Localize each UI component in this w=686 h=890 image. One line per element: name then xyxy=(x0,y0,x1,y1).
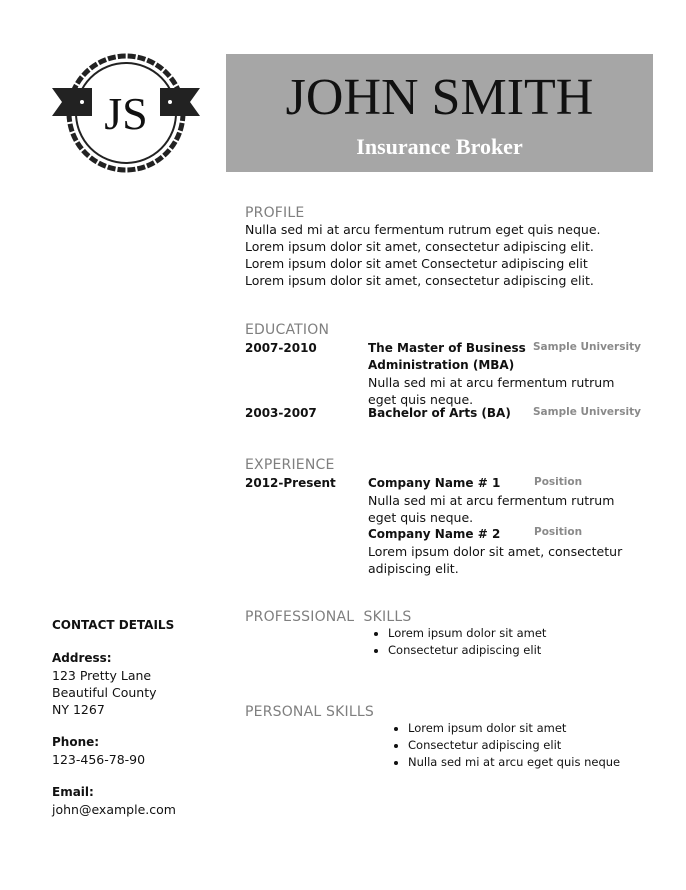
personal-skills-list xyxy=(390,720,620,771)
section-heading: PROFESSIONAL SKILLS xyxy=(245,609,412,625)
degree: Bachelor of Arts (BA) xyxy=(368,406,511,420)
description: Nulla sed mi at arcu fermentum rutrum xyxy=(368,375,615,390)
position: Position xyxy=(534,526,583,538)
description: eget quis neque. xyxy=(368,392,474,407)
skill-item: • Consectetur adipiscing elit xyxy=(388,642,546,659)
description: Lorem ipsum dolor sit amet, consectetur xyxy=(368,544,623,559)
monogram-text: JS xyxy=(104,88,148,139)
email-value[interactable]: john@example.com xyxy=(52,802,176,817)
skill-item: • Nulla sed mi at arcu eget quis neque xyxy=(408,754,620,771)
section-heading: PERSONAL SKILLS xyxy=(245,704,374,720)
position: Position xyxy=(534,476,583,488)
profile-line: Lorem ipsum dolor sit amet Consectetur adipiscing elit xyxy=(245,256,588,271)
address-line: NY 1267 xyxy=(52,702,105,717)
skill-item: • Lorem ipsum dolor sit amet xyxy=(388,625,546,642)
degree: The Master of Business xyxy=(368,341,526,355)
header-banner xyxy=(226,54,653,172)
experience-years: 2012-Present xyxy=(245,476,336,490)
company: Company Name # 2 xyxy=(368,527,501,541)
email-label: Email: xyxy=(52,785,94,799)
section-heading: EDUCATION xyxy=(245,322,330,338)
description: Nulla sed mi at arcu fermentum rutrum xyxy=(368,493,615,508)
contact-heading: CONTACT DETAILS xyxy=(52,618,175,632)
phone-value: 123-456-78-90 xyxy=(52,752,146,767)
description: eget quis neque. xyxy=(368,510,474,525)
school: Sample University xyxy=(533,406,641,418)
contact-section xyxy=(52,617,176,818)
profile-line: Nulla sed mi at arcu fermentum rutrum eget quis neque. xyxy=(245,222,601,237)
education-years: 2007-2010 xyxy=(245,341,317,355)
professional-skills-list xyxy=(370,625,546,659)
skill-item: • Consectetur adipiscing elit xyxy=(408,737,620,754)
person-name: JOHN SMITH xyxy=(285,69,594,126)
job-title: Insurance Broker xyxy=(356,134,523,159)
phone-label: Phone: xyxy=(52,735,100,749)
degree: Administration (MBA) xyxy=(368,358,515,372)
address-line: 123 Pretty Lane xyxy=(52,668,152,683)
profile-line: Lorem ipsum dolor sit amet, consectetur adipiscing elit. xyxy=(245,273,594,288)
section-heading: EXPERIENCE xyxy=(245,457,335,473)
monogram-logo xyxy=(52,52,200,174)
skill-item: • Lorem ipsum dolor sit amet xyxy=(408,720,620,737)
section-heading: PROFILE xyxy=(245,205,305,221)
description: adipiscing elit. xyxy=(368,561,459,576)
school: Sample University xyxy=(533,341,641,353)
education-years: 2003-2007 xyxy=(245,406,317,420)
company: Company Name # 1 xyxy=(368,476,501,490)
address-label: Address: xyxy=(52,651,112,665)
address-line: Beautiful County xyxy=(52,685,157,700)
profile-line: Lorem ipsum dolor sit amet, consectetur adipiscing elit. xyxy=(245,239,594,254)
experience-entries xyxy=(368,475,622,577)
profile-section xyxy=(245,205,601,289)
